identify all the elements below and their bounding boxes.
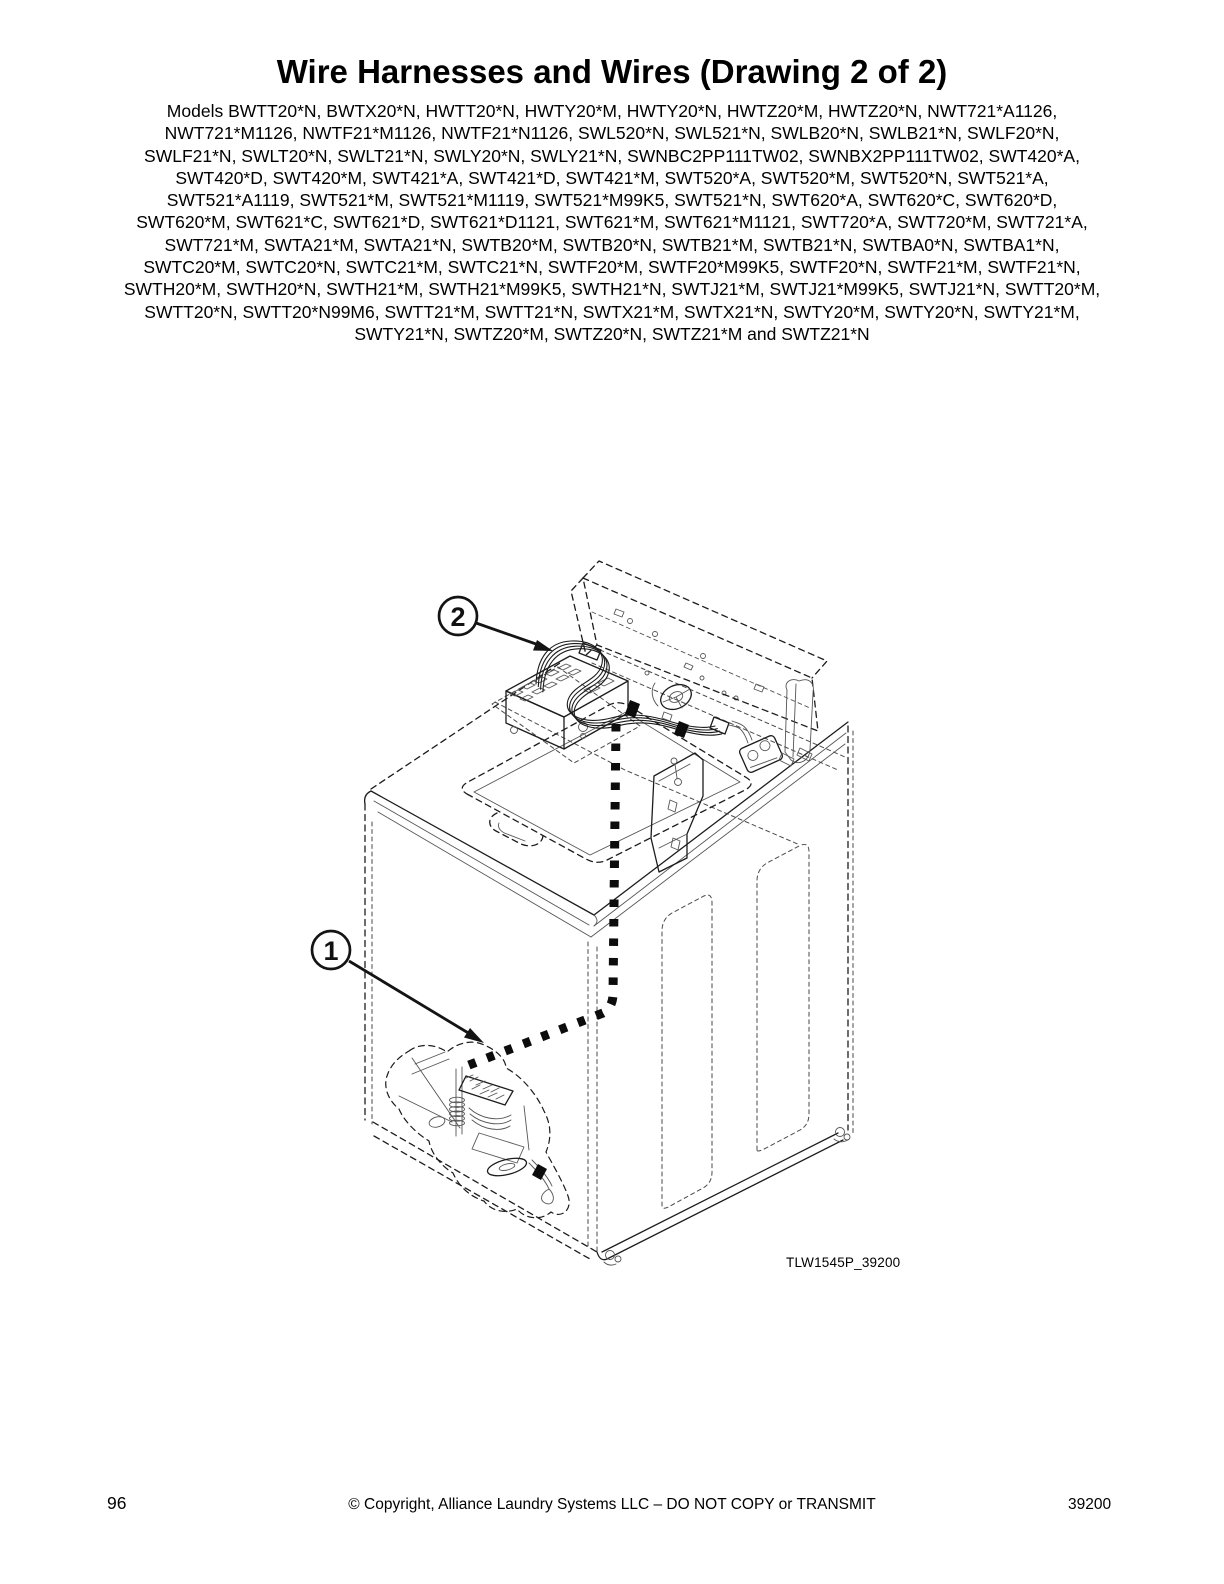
harness-end-connector <box>710 717 729 734</box>
page-number: 96 <box>107 1493 127 1513</box>
models-list <box>0 100 1224 345</box>
models-line: SWTH20*M, SWTH20*N, SWTH21*M, SWTH21*M99K5, SWTH21*N, SWTJ21*M, SWTJ21*M99K5, SWTJ21*N, SWTT20*M, <box>123 279 1101 300</box>
motor-wire-band <box>532 1164 547 1180</box>
models-line: SWTT20*N, SWTT20*N99M6, SWTT21*M, SWTT21*N, SWTX21*M, SWTX21*N, SWTY20*M, SWTY20*N, SWTY21*M, <box>144 301 1080 322</box>
cabinet-outline <box>365 650 853 1265</box>
models-line: SWT620*M, SWT621*C, SWT621*D, SWT621*D1121, SWT621*M, SWT621*M1121, SWT720*A, SWT720*M, SWT721*A, <box>136 212 1088 233</box>
callout-1-arrowhead <box>464 1028 484 1043</box>
callout-1-number: 1 <box>323 936 339 966</box>
callout-2-arrow <box>476 623 536 644</box>
models-line: Models BWTT20*N, BWTX20*N, HWTT20*N, HWTY20*M, HWTY20*N, HWTZ20*M, HWTZ20*N, NWT721*A1126, <box>166 101 1058 121</box>
document-number: 39200 <box>1068 1496 1112 1513</box>
callout-1-arrow <box>349 961 470 1034</box>
motor-cutaway-outline <box>386 1042 569 1218</box>
callout-2-arrowhead <box>533 640 553 651</box>
water-valve-part <box>738 734 783 773</box>
harness-routing-dotted-line <box>464 724 616 1067</box>
page-title: Wire Harnesses and Wires (Drawing 2 of 2) <box>276 53 948 90</box>
board-components <box>510 664 614 701</box>
callout-2-number: 2 <box>450 602 466 632</box>
models-line: SWT420*D, SWT420*M, SWT421*A, SWT421*D, SWT421*M, SWT520*A, SWT520*M, SWT520*N, SWT521*A, <box>175 167 1049 188</box>
drive-motor <box>459 1075 524 1163</box>
figure-code: TLW1545P_39200 <box>786 1255 901 1270</box>
motor-pump-assembly <box>386 1042 569 1218</box>
wire-harness-drawing <box>300 540 900 1280</box>
callout-2 <box>439 597 553 651</box>
pressure-switch-part <box>652 680 695 721</box>
lid-handle <box>490 813 543 846</box>
motor-pulley <box>486 1155 528 1179</box>
models-line: SWTC20*M, SWTC20*N, SWTC21*M, SWTC21*N, SWTF20*M, SWTF20*M99K5, SWTF20*N, SWTF21*M, SWTF21*N, <box>143 257 1081 278</box>
right-panel-strip <box>757 844 809 1151</box>
copyright-notice: © Copyright, Alliance Laundry Systems LLC – DO NOT COPY or TRANSMIT <box>348 1496 876 1513</box>
right-panel-strip <box>662 895 712 1208</box>
models-line: SWT521*A1119, SWT521*M, SWT521*M1119, SWT521*M99K5, SWT521*N, SWT620*A, SWT620*C, SWT620*D, <box>166 190 1058 211</box>
models-line: SWLF21*N, SWLT20*N, SWLT21*N, SWLY20*N, SWLY21*N, SWNBC2PP111TW02, SWNBX2PP111TW02, SWT420*A, <box>144 145 1080 166</box>
models-line: NWT721*M1126, NWTF21*M1126, NWTF21*N1126, SWL520*N, SWL521*N, SWLB20*N, SWLB21*N, SWLF20*N, <box>164 123 1060 144</box>
models-line: SWTY21*N, SWTZ20*M, SWTZ20*N, SWTZ21*M and SWTZ21*N <box>354 323 870 344</box>
callout-1 <box>312 931 484 1043</box>
models-line: SWT721*M, SWTA21*M, SWTA21*N, SWTB20*M, SWTB20*N, SWTB21*M, SWTB21*N, SWTBA0*N, SWTBA1*N, <box>164 234 1060 255</box>
